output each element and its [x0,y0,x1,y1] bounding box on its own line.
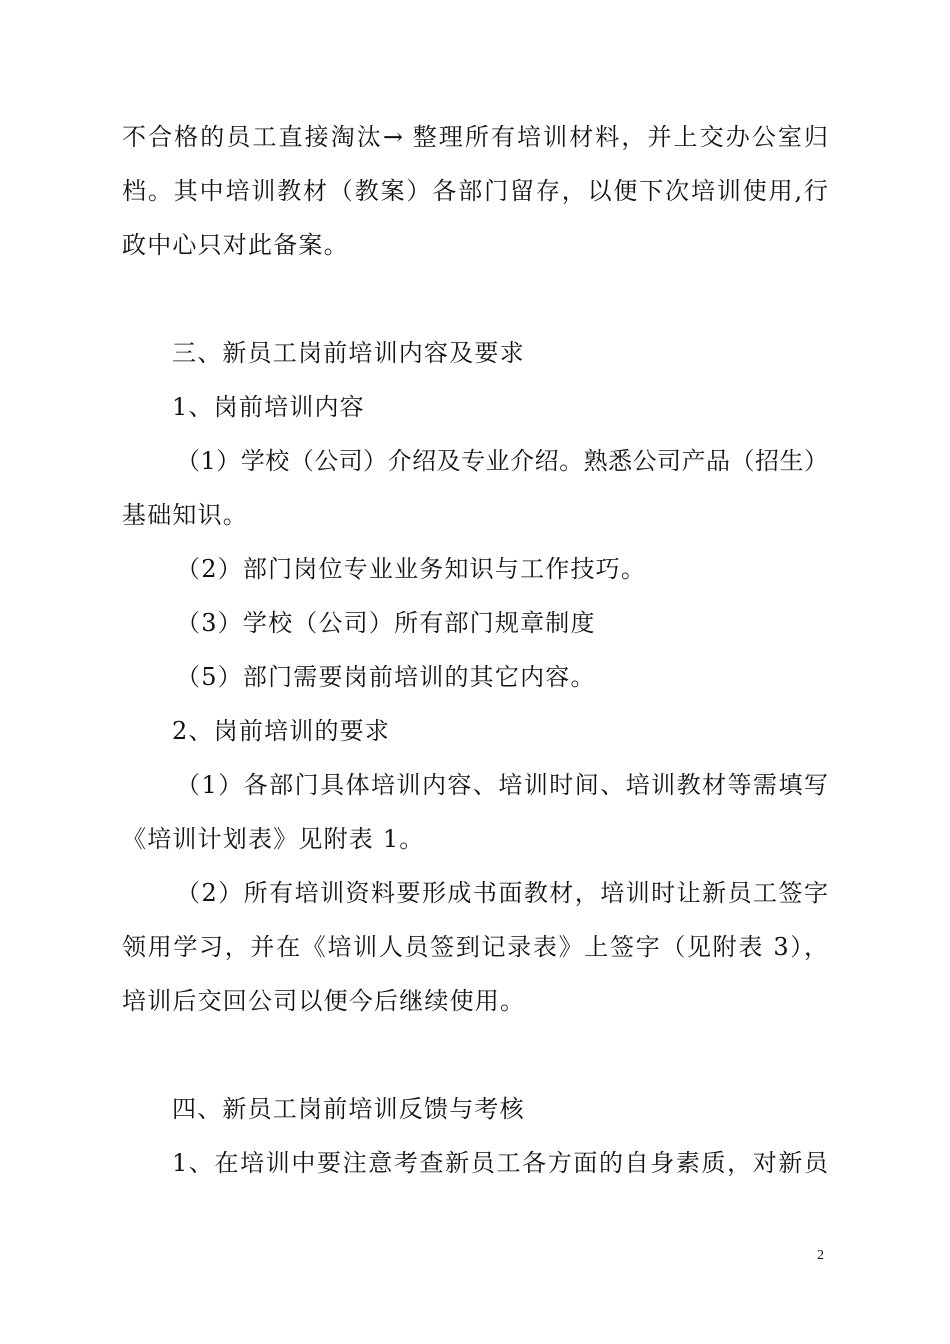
list-item: （5）部门需要岗前培训的其它内容。 [176,663,596,691]
paragraph-line: 档。其中培训教材（教案）各部门留存，以便下次培训使用,行 [122,177,828,205]
list-item: 1、在培训中要注意考查新员工各方面的自身素质，对新员 [172,1149,828,1177]
list-item: （1）学校（公司）介绍及专业介绍。熟悉公司产品（招生） [176,447,828,475]
section-heading: 三、新员工岗前培训内容及要求 [172,339,525,367]
list-item: （1）各部门具体培训内容、培训时间、培训教材等需填写 [176,771,828,799]
paragraph-line: 政中心只对此备案。 [122,231,349,259]
paragraph-line: 培训后交回公司以便今后继续使用。 [122,987,526,1015]
subsection-heading: 2、岗前培训的要求 [172,717,391,745]
paragraph-line: 《培训计划表》见附表 1。 [122,825,425,853]
section-heading: 四、新员工岗前培训反馈与考核 [172,1095,525,1123]
page-number: 2 [817,1248,824,1263]
list-item: （2）部门岗位专业业务知识与工作技巧。 [176,555,647,583]
subsection-heading: 1、岗前培训内容 [172,393,365,421]
list-item: （2）所有培训资料要形成书面教材，培训时让新员工签字 [176,879,828,907]
paragraph-line: 基础知识。 [122,501,248,529]
list-item: （3）学校（公司）所有部门规章制度 [176,609,596,637]
paragraph-line: 不合格的员工直接淘汰→ 整理所有培训材料，并上交办公室归 [122,123,828,151]
paragraph-line: 领用学习，并在《培训人员签到记录表》上签字（见附表 3）， [122,933,828,961]
